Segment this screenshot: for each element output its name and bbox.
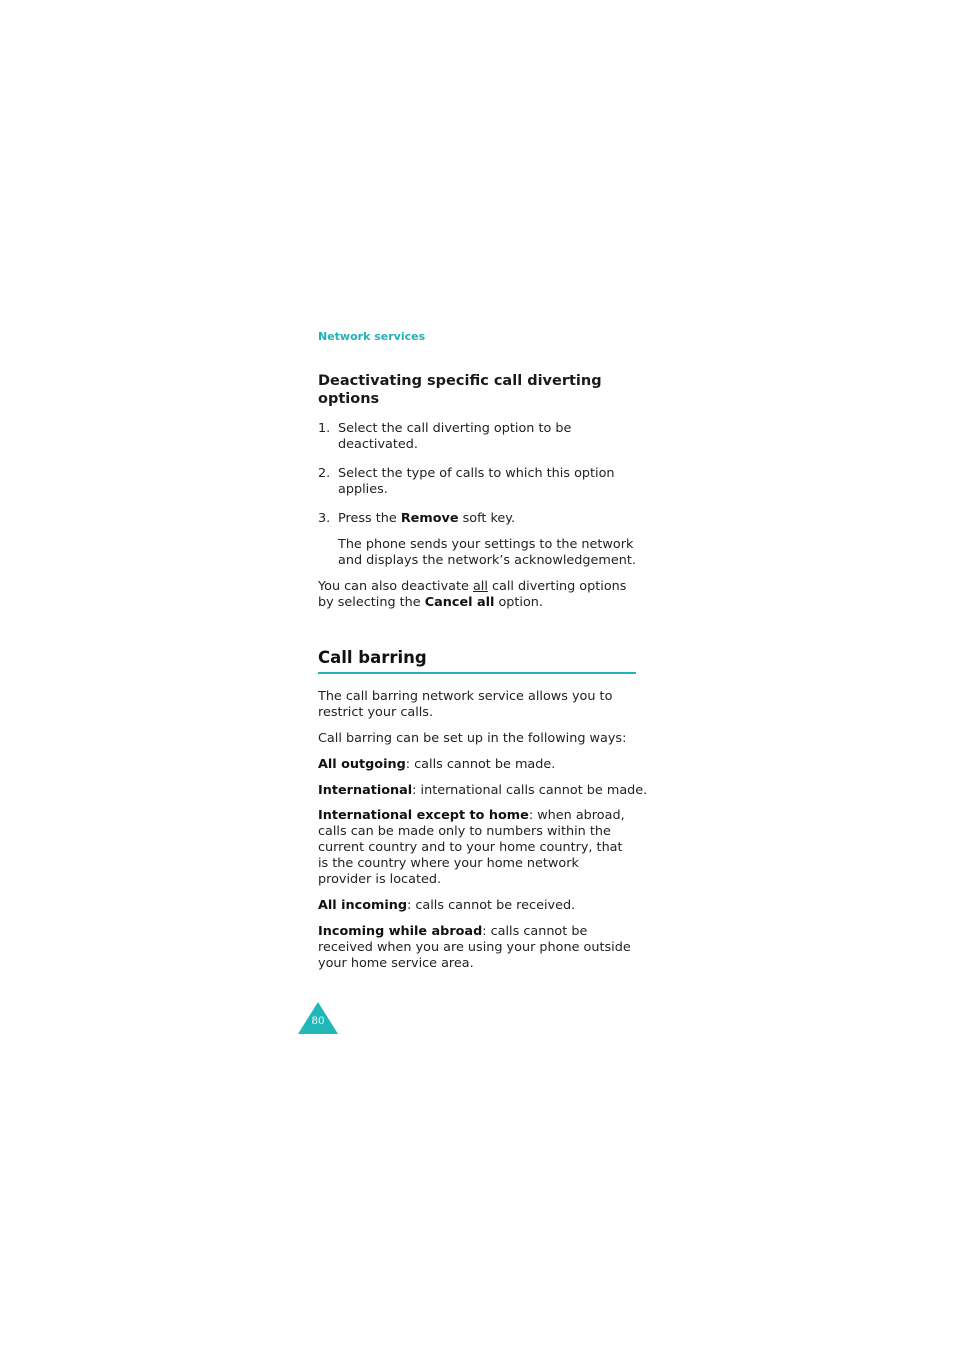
option-desc: : international calls cannot be made. — [412, 783, 648, 798]
page-number: 80 — [311, 1015, 325, 1027]
option-incoming-while-abroad — [318, 924, 638, 972]
step-number: 2. — [318, 466, 331, 481]
step-number: 3. — [318, 511, 331, 526]
option-term: International except to home — [318, 808, 529, 823]
option-term: All incoming — [318, 898, 407, 913]
all-underlined: all — [472, 579, 488, 594]
step-3-note: The phone sends your settings to the network and displays the network’s acknowledgement. — [338, 537, 636, 568]
option-all-outgoing — [318, 757, 640, 773]
option-international-except-home — [318, 808, 633, 888]
call-barring-heading: Call barring — [318, 648, 427, 667]
option-desc: : calls cannot be received. — [407, 898, 576, 913]
option-desc: : calls cannot be received when you are using your phone outside your home service area. — [318, 924, 631, 971]
option-international — [318, 783, 648, 799]
deactivating-heading: Deactivating specific call diverting options — [318, 373, 602, 407]
cancel-all-paragraph: You can also deactivate all call diverting options by selecting the Cancel all option. — [318, 579, 627, 610]
section-label: Network services — [318, 330, 426, 343]
call-barring-setup: Call barring can be set up in the following ways: — [318, 731, 627, 746]
option-all-incoming — [318, 898, 640, 914]
option-term: Incoming while abroad — [318, 924, 483, 939]
heading-rule — [318, 672, 636, 674]
step-text: Select the call diverting option to be deactivated. — [338, 421, 572, 452]
cancel-all-label: Cancel all — [424, 595, 495, 610]
call-barring-intro: The call barring network service allows you to restrict your calls. — [318, 689, 613, 720]
option-term: All outgoing — [318, 757, 406, 772]
option-term: International — [318, 783, 413, 798]
option-desc: : calls cannot be made. — [405, 757, 556, 772]
step-text: Press the Remove soft key. — [338, 511, 516, 526]
remove-key-label: Remove — [400, 511, 459, 526]
option-desc: : when abroad, calls can be made only to numbers within the current country and to your home country, that is the country where your home network provider is located. — [318, 808, 625, 887]
step-text: Select the type of calls to which this option applies. — [338, 466, 615, 497]
step-number: 1. — [318, 421, 331, 436]
